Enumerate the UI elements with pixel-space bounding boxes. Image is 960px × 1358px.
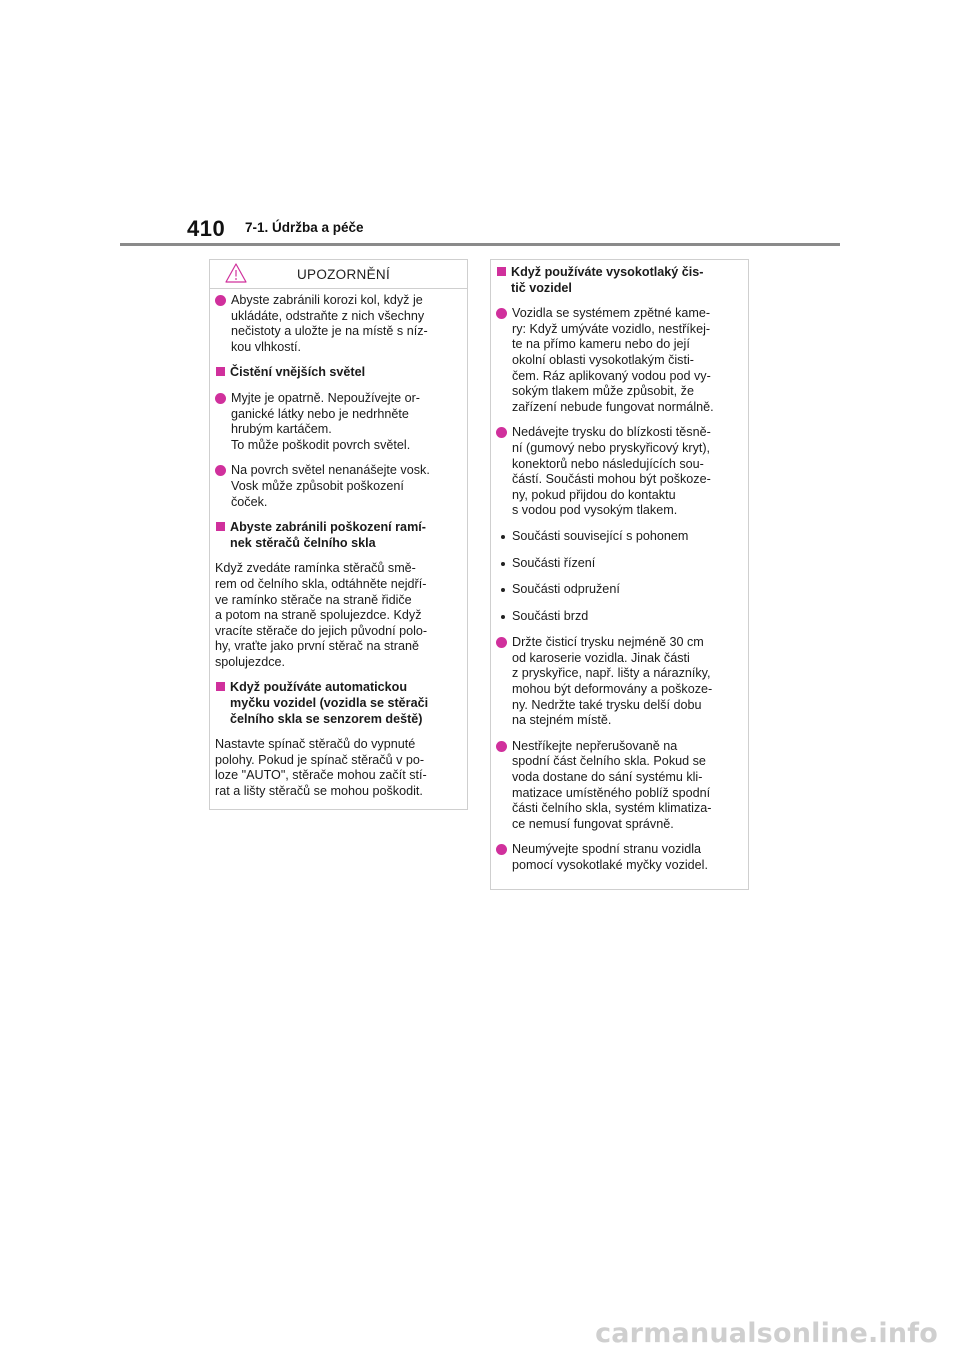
paragraph-text: Součásti řízení <box>512 555 596 570</box>
paragraph-text: Nedávejte trysku do blízkosti těsně- ní (gumový nebo pryskyřicový kryt), konektorů nebo následujících sou- částí. Součásti mohou být poškoze- ny, pokud přijdou do kontaktu s vodou pod vysokým tlakem. <box>512 425 711 518</box>
paragraph-text: Když používáte automatickou myčku vozidel (vozidla se stěrači čelního skla se senzorem deště) <box>230 680 429 726</box>
paragraph-text: Abyste zabránili poškození ramí- nek stěračů čelního skla <box>230 520 426 550</box>
list-dot-icon <box>501 615 505 619</box>
watermark: carmanualsonline.info <box>595 1318 938 1349</box>
paragraph <box>215 561 462 670</box>
paragraph <box>215 391 462 453</box>
paragraph-text: Držte čisticí trysku nejméně 30 cm od karoserie vozidla. Jinak části z pryskyřice, např. lišty a nárazníky, mohou být deformovány a poškoze- ny. Nedržte také trysku delší dobu na stejném místě. <box>512 635 713 728</box>
paragraph-text: Součásti související s pohonem <box>512 528 689 543</box>
list-dot-icon <box>501 588 505 592</box>
subheading <box>215 520 462 551</box>
paragraph-text: Nastavte spínač stěračů do vypnuté polohy. Pokud je spínač stěračů v po- loze "AUTO", stěrače mohou začít stí- rat a lišty stěračů se mohou poškodit. <box>215 737 427 799</box>
paragraph-text: Když zvedáte ramínka stěračů smě- rem od čelního skla, odtáhněte nejdří- ve ramínko stěrače na straně řidiče a potom na straně spolujezdce. Když vracíte stěrače do jejich původní polo- hy, vraťte jako první stěrač na straně spolujezdce. <box>215 561 428 669</box>
bullet-dot-icon <box>496 637 507 648</box>
caution-box <box>209 259 468 810</box>
paragraph <box>496 635 743 729</box>
bullet-dot-icon <box>215 295 226 306</box>
section-title: 7-1. Údržba a péče <box>245 220 364 235</box>
paragraph-text: Nestříkejte nepřerušovaně na spodní část čelního skla. Pokud se voda dostane do sání systému kli- matizace umístěného poblíž spodní části čelního skla, systém klimatiza- ce nemusí fungovat správně. <box>512 738 712 831</box>
pressure-washer-box <box>490 259 749 890</box>
paragraph <box>496 842 743 873</box>
pressure-washer-content <box>491 260 748 874</box>
list-dot-icon <box>501 535 505 539</box>
caution-header <box>210 260 467 289</box>
caution-content <box>210 289 467 800</box>
paragraph-text: Čistění vnějších světel <box>230 365 366 380</box>
list-item <box>496 529 743 545</box>
bullet-dot-icon <box>215 465 226 476</box>
paragraph <box>215 463 462 510</box>
square-bullet-icon <box>216 522 225 531</box>
paragraph-text: Na povrch světel nenanášejte vosk. Vosk může způsobit poškození čoček. <box>231 463 430 509</box>
paragraph <box>496 306 743 415</box>
list-item <box>496 609 743 625</box>
list-item <box>496 556 743 572</box>
bullet-dot-icon <box>496 427 507 438</box>
page-number: 410 <box>187 216 226 241</box>
bullet-dot-icon <box>496 844 507 855</box>
subheading <box>496 265 743 296</box>
paragraph-text: Součásti brzd <box>512 608 589 623</box>
caution-label: UPOZORNĚNÍ <box>296 266 390 282</box>
paragraph <box>496 739 743 833</box>
paragraph <box>496 425 743 519</box>
list-item <box>496 582 743 598</box>
paragraph-text: Když používáte vysokotlaký čis- tič vozidel <box>511 265 704 295</box>
paragraph-text: Součásti odpružení <box>512 582 620 597</box>
list-dot-icon <box>501 562 505 566</box>
paragraph-text: Myjte je opatrně. Nepoužívejte or- ganické látky nebo je nedrhněte hrubým kartáčem. To může poškodit povrch světel. <box>231 390 420 452</box>
subheading <box>215 680 462 727</box>
bullet-dot-icon <box>496 741 507 752</box>
paragraph <box>215 737 462 799</box>
bullet-dot-icon <box>496 308 507 319</box>
header-rule <box>120 243 840 246</box>
subheading <box>215 365 462 381</box>
paragraph-text: Abyste zabránili korozi kol, když je ukládáte, odstraňte z nich všechny nečistoty a uložte je na místě s níz- kou vlhkostí. <box>231 293 428 354</box>
bullet-dot-icon <box>215 393 226 404</box>
warning-icon <box>225 263 247 283</box>
paragraph-text: Vozidla se systémem zpětné kame- ry: Když umýváte vozidlo, nestříkej- te na přímo kameru nebo do její okolní oblasti vysokotlakým čisti- čem. Ráz aplikovaný vodou pod vy- sokým tlakem může způsobit, že zařízení nebude fungovat normálně. <box>512 306 714 414</box>
paragraph <box>215 293 462 355</box>
paragraph-text: Neumývejte spodní stranu vozidla pomocí vysokotlaké myčky vozidel. <box>512 842 708 872</box>
square-bullet-icon <box>216 682 225 691</box>
square-bullet-icon <box>216 367 225 376</box>
square-bullet-icon <box>497 267 506 276</box>
